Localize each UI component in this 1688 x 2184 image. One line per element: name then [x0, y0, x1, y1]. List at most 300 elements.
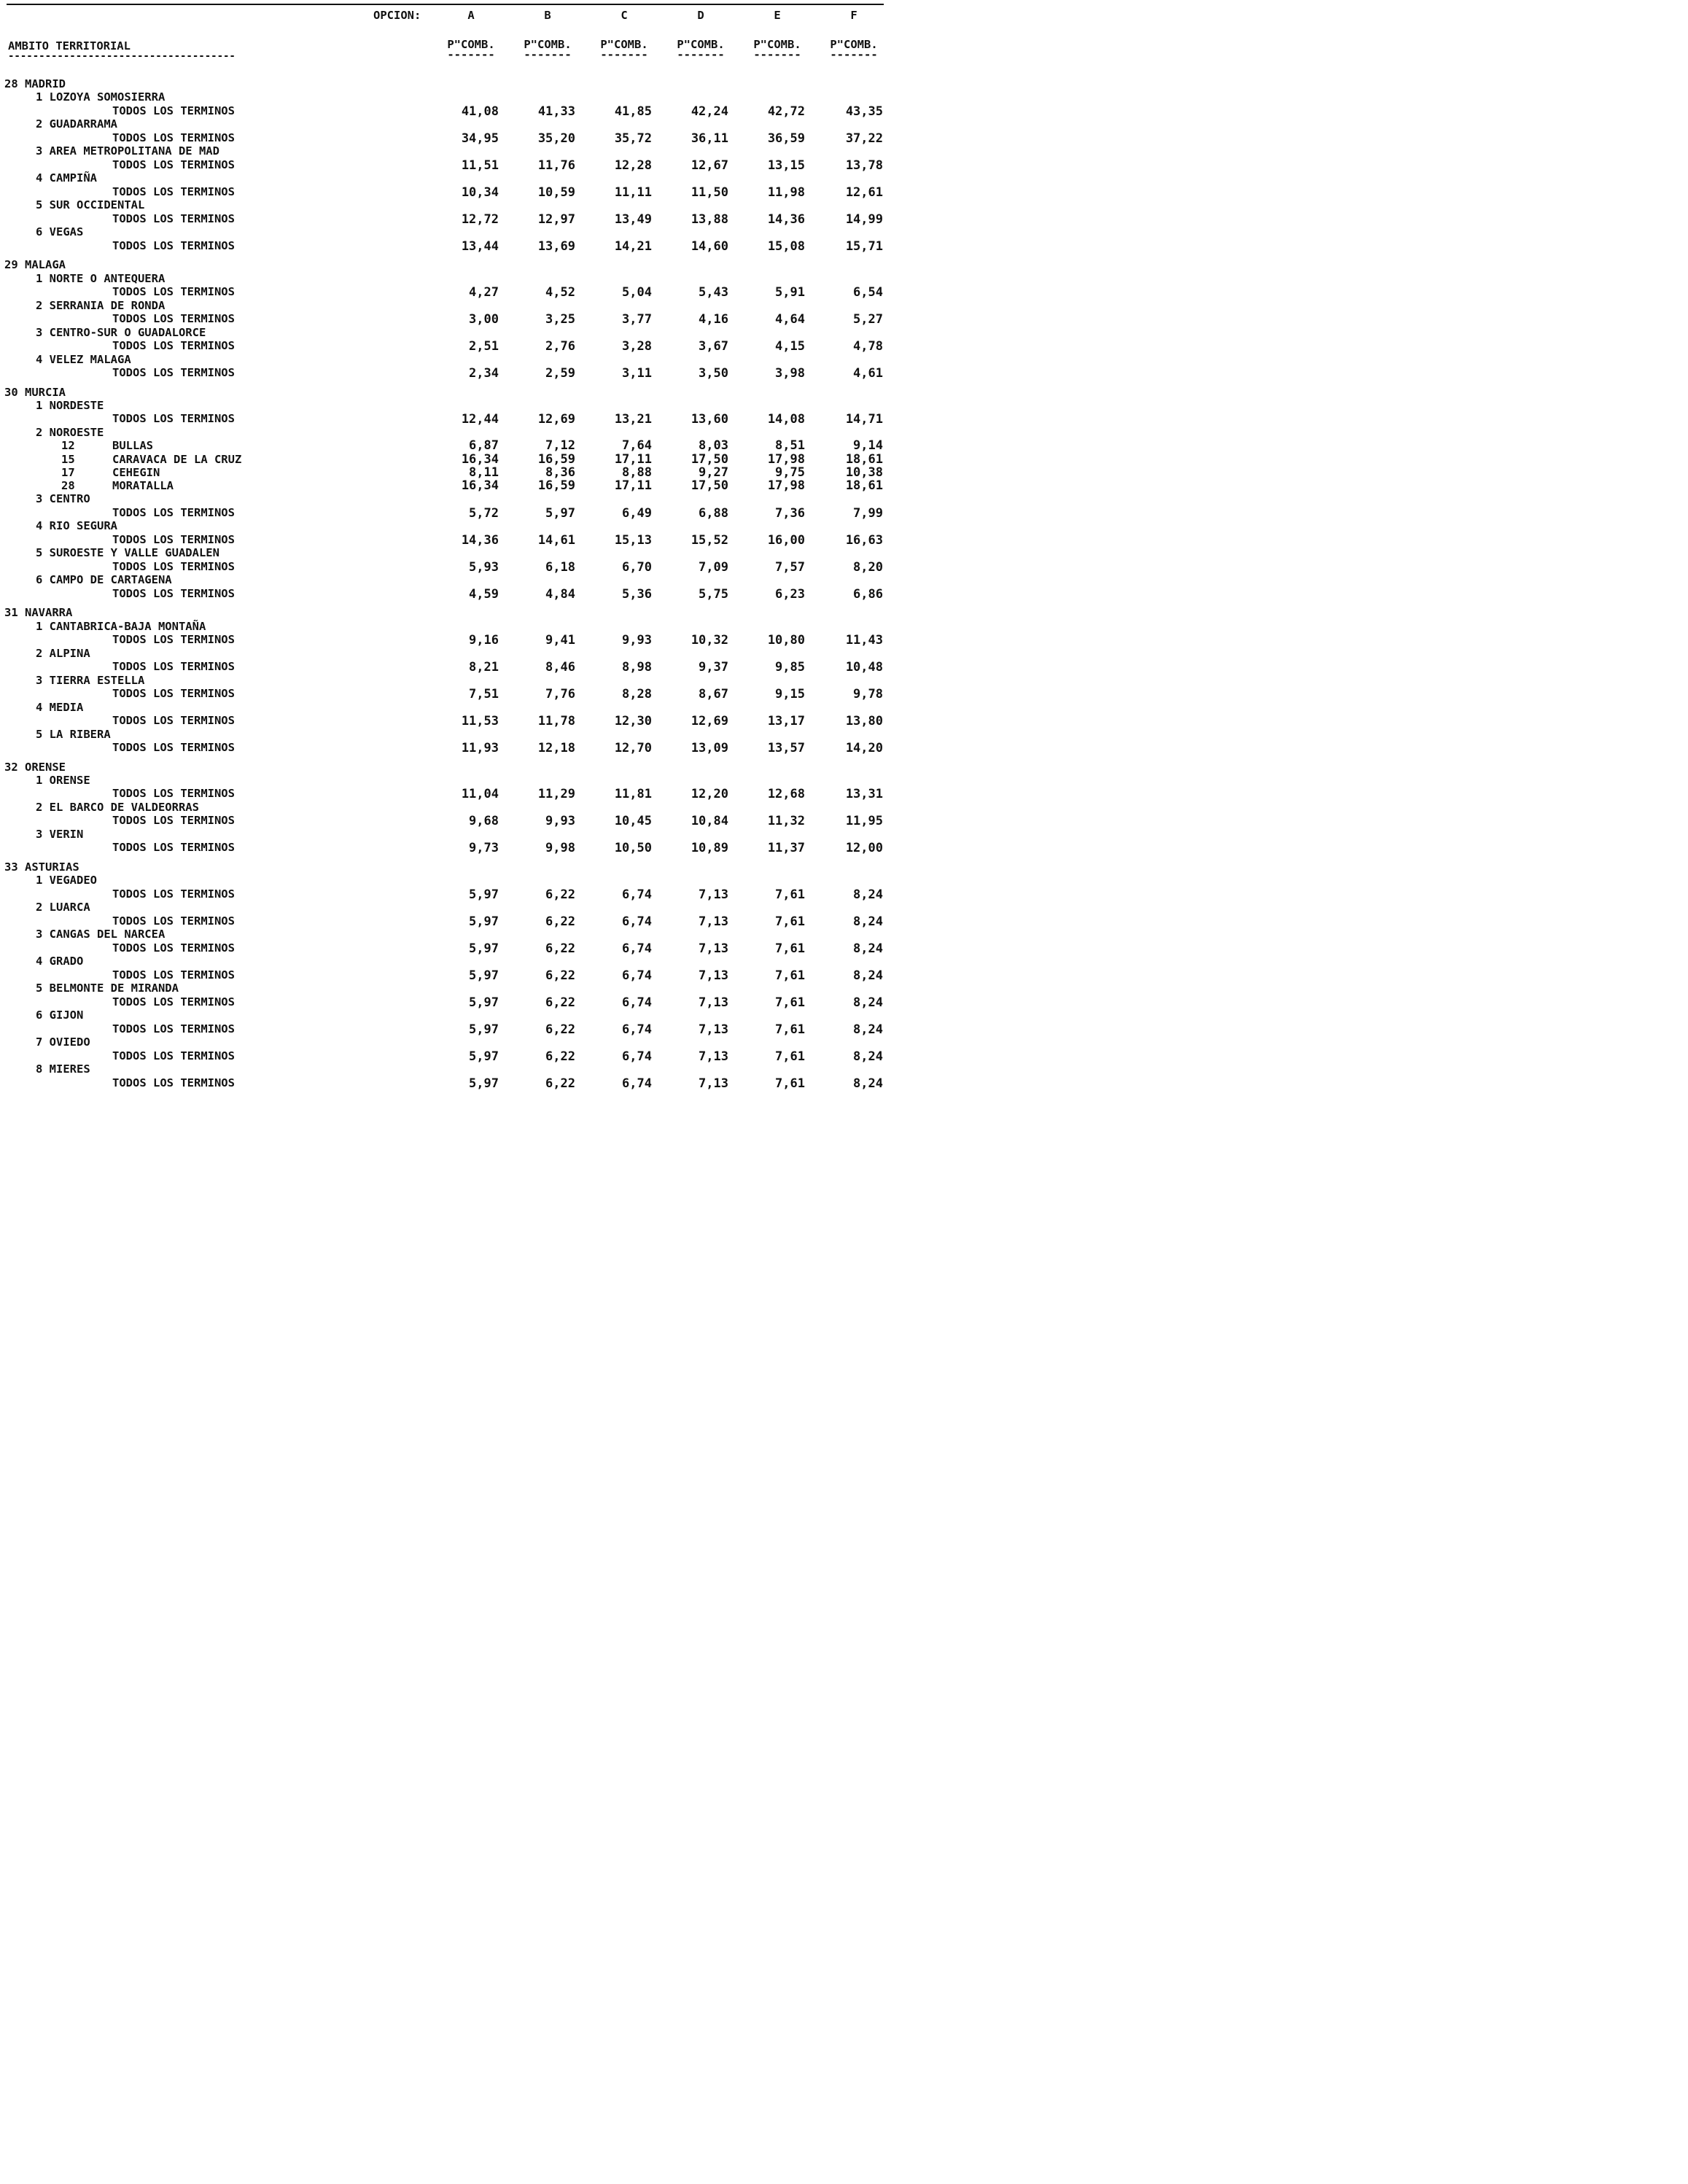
value-cell-d: 36,11	[691, 131, 728, 146]
value-cell-d: 13,60	[691, 412, 728, 427]
value-cell-c: 3,11	[622, 365, 652, 381]
value-cell-f: 37,22	[845, 131, 883, 146]
value-cell-d: 5,43	[699, 284, 728, 300]
value-cell-d: 10,89	[691, 841, 728, 856]
municipio-code: 12	[61, 439, 75, 453]
value-cell-a: 11,93	[461, 741, 499, 755]
value-cell-d: 12,69	[691, 714, 728, 728]
row-label: TODOS LOS TERMINOS	[112, 741, 235, 754]
value-cell-f: 5,27	[853, 311, 883, 327]
value-cell-c: 11,81	[614, 787, 652, 802]
value-cell-f: 14,20	[845, 741, 883, 755]
province-label: 33 ASTURIAS	[4, 860, 79, 874]
comarca-label: 5 LA RIBERA	[36, 727, 111, 741]
value-cell-e: 7,61	[775, 941, 805, 956]
value-cell-c: 9,93	[622, 633, 652, 648]
value-cell-a: 5,97	[469, 1022, 499, 1037]
value-cell-b: 2,59	[545, 365, 575, 381]
municipio-label: CARAVACA DE LA CRUZ	[112, 452, 242, 466]
value-cell-f: 4,61	[853, 365, 883, 381]
value-cell-c: 3,77	[622, 311, 652, 327]
option-d: D	[697, 9, 704, 22]
value-cell-c: 5,36	[622, 586, 652, 602]
column-underline-f: -------	[830, 48, 878, 61]
row-label: TODOS LOS TERMINOS	[112, 968, 235, 982]
value-cell-f: 10,38	[845, 465, 883, 480]
value-cell-e: 7,61	[775, 1022, 805, 1037]
value-cell-c: 8,98	[622, 660, 652, 675]
value-cell-c: 35,72	[614, 131, 652, 146]
value-cell-d: 14,60	[691, 238, 728, 254]
value-cell-a: 11,51	[461, 158, 499, 173]
value-cell-f: 43,35	[845, 104, 883, 119]
value-cell-f: 8,24	[853, 914, 883, 929]
comarca-label: 3 CENTRO-SUR O GUADALORCE	[36, 325, 206, 339]
value-cell-f: 16,63	[845, 532, 883, 548]
value-cell-a: 3,00	[469, 311, 499, 327]
value-cell-c: 6,74	[622, 941, 652, 956]
value-cell-c: 12,70	[614, 741, 652, 755]
value-cell-c: 17,11	[614, 451, 652, 467]
value-cell-f: 11,43	[845, 633, 883, 648]
comarca-label: 2 LUARCA	[36, 901, 90, 914]
value-cell-a: 5,97	[469, 1049, 499, 1064]
row-label: TODOS LOS TERMINOS	[112, 660, 235, 673]
comarca-label: 2 ALPINA	[36, 646, 90, 660]
value-cell-b: 6,22	[545, 914, 575, 929]
option-a: A	[467, 9, 475, 22]
comarca-label: 1 VEGADEO	[36, 874, 97, 887]
value-cell-e: 7,61	[775, 968, 805, 983]
province-label: 32 ORENSE	[4, 760, 66, 774]
comarca-label: 6 CAMPO DE CARTAGENA	[36, 573, 172, 587]
value-cell-d: 12,67	[691, 158, 728, 173]
value-cell-d: 7,13	[699, 995, 728, 1010]
value-cell-d: 3,50	[699, 365, 728, 381]
value-cell-d: 13,88	[691, 211, 728, 227]
value-cell-c: 6,74	[622, 995, 652, 1010]
value-cell-d: 9,37	[699, 660, 728, 675]
value-cell-c: 8,28	[622, 687, 652, 702]
value-cell-b: 41,33	[537, 104, 575, 119]
comarca-label: 2 EL BARCO DE VALDEORRAS	[36, 801, 199, 814]
value-cell-a: 10,34	[461, 184, 499, 200]
value-cell-b: 4,52	[545, 284, 575, 300]
municipio-code: 15	[61, 452, 75, 466]
value-cell-e: 7,61	[775, 914, 805, 929]
value-cell-d: 7,13	[699, 941, 728, 956]
value-cell-a: 9,68	[469, 814, 499, 829]
value-cell-b: 8,46	[545, 660, 575, 675]
value-cell-a: 2,34	[469, 365, 499, 381]
value-cell-a: 12,72	[461, 211, 499, 227]
value-cell-d: 8,67	[699, 687, 728, 702]
row-label: TODOS LOS TERMINOS	[112, 532, 235, 546]
value-cell-c: 15,13	[614, 532, 652, 548]
column-underline-d: -------	[677, 48, 725, 61]
municipio-code: 17	[61, 465, 75, 479]
value-cell-f: 8,24	[853, 941, 883, 956]
row-label: TODOS LOS TERMINOS	[112, 714, 235, 727]
column-header-a: P"COMB.	[447, 38, 495, 51]
value-cell-d: 13,09	[691, 741, 728, 755]
row-label: TODOS LOS TERMINOS	[112, 131, 235, 144]
value-cell-f: 18,61	[845, 451, 883, 467]
value-cell-b: 7,12	[545, 438, 575, 454]
value-cell-b: 12,97	[537, 211, 575, 227]
value-cell-f: 8,24	[853, 887, 883, 902]
value-cell-a: 5,97	[469, 941, 499, 956]
row-label: TODOS LOS TERMINOS	[112, 995, 235, 1009]
value-cell-a: 9,16	[469, 633, 499, 648]
value-cell-e: 7,61	[775, 995, 805, 1010]
comarca-label: 5 SUROESTE Y VALLE GUADALEN	[36, 546, 219, 560]
value-cell-f: 13,80	[845, 714, 883, 728]
value-cell-d: 17,50	[691, 478, 728, 494]
value-cell-a: 6,87	[469, 438, 499, 454]
comarca-label: 5 SUR OCCIDENTAL	[36, 198, 145, 212]
opcion-label: OPCION:	[373, 9, 421, 22]
municipio-code: 28	[61, 479, 75, 493]
value-cell-d: 17,50	[691, 451, 728, 467]
value-cell-f: 6,86	[853, 586, 883, 602]
comarca-label: 3 CANGAS DEL NARCEA	[36, 928, 166, 941]
option-b: B	[544, 9, 551, 22]
value-cell-a: 5,72	[469, 505, 499, 521]
comarca-label: 3 VERIN	[36, 828, 84, 841]
column-header-f: P"COMB.	[830, 38, 878, 51]
value-cell-d: 12,20	[691, 787, 728, 802]
value-cell-a: 5,93	[469, 559, 499, 575]
comarca-label: 2 GUADARRAMA	[36, 117, 117, 131]
value-cell-e: 7,61	[775, 887, 805, 902]
comarca-label: 1 ORENSE	[36, 774, 90, 787]
value-cell-f: 8,24	[853, 1049, 883, 1064]
value-cell-c: 11,11	[614, 184, 652, 200]
value-cell-b: 10,59	[537, 184, 575, 200]
value-cell-e: 9,75	[775, 465, 805, 480]
value-cell-f: 8,24	[853, 1076, 883, 1091]
value-cell-b: 9,98	[545, 841, 575, 856]
value-cell-d: 7,13	[699, 968, 728, 983]
value-cell-c: 6,74	[622, 968, 652, 983]
row-label: TODOS LOS TERMINOS	[112, 586, 235, 600]
municipio-label: CEHEGIN	[112, 465, 160, 479]
value-cell-c: 17,11	[614, 478, 652, 494]
value-cell-e: 7,61	[775, 1076, 805, 1091]
value-cell-a: 11,04	[461, 787, 499, 802]
value-cell-d: 7,13	[699, 1022, 728, 1037]
value-cell-c: 3,28	[622, 338, 652, 354]
comarca-label: 2 SERRANIA DE RONDA	[36, 298, 166, 312]
value-cell-e: 13,15	[767, 158, 805, 173]
value-cell-e: 7,57	[775, 559, 805, 575]
value-cell-d: 10,84	[691, 814, 728, 829]
value-cell-e: 9,85	[775, 660, 805, 675]
value-cell-d: 3,67	[699, 338, 728, 354]
value-cell-f: 8,24	[853, 968, 883, 983]
value-cell-b: 11,76	[537, 158, 575, 173]
value-cell-d: 7,09	[699, 559, 728, 575]
row-label: TODOS LOS TERMINOS	[112, 184, 235, 198]
value-cell-c: 10,50	[614, 841, 652, 856]
value-cell-e: 12,68	[767, 787, 805, 802]
row-label: TODOS LOS TERMINOS	[112, 104, 235, 117]
row-label: TODOS LOS TERMINOS	[112, 787, 235, 801]
column-underline-a: -------	[447, 48, 495, 61]
value-cell-e: 4,15	[775, 338, 805, 354]
comarca-label: 4 MEDIA	[36, 700, 84, 714]
comarca-label: 4 VELEZ MALAGA	[36, 352, 131, 366]
ambito-label: AMBITO TERRITORIAL	[8, 39, 131, 53]
value-cell-b: 6,22	[545, 1022, 575, 1037]
municipio-label: MORATALLA	[112, 479, 174, 493]
value-cell-c: 8,88	[622, 465, 652, 480]
row-label: TODOS LOS TERMINOS	[112, 687, 235, 700]
value-cell-e: 7,36	[775, 505, 805, 521]
value-cell-d: 15,52	[691, 532, 728, 548]
value-cell-f: 10,48	[845, 660, 883, 675]
value-cell-a: 8,21	[469, 660, 499, 675]
value-cell-e: 10,80	[767, 633, 805, 648]
value-cell-b: 11,78	[537, 714, 575, 728]
value-cell-c: 6,74	[622, 914, 652, 929]
value-cell-b: 9,41	[545, 633, 575, 648]
column-header-c: P"COMB.	[600, 38, 648, 51]
comarca-label: 1 CANTABRICA-BAJA MONTAÑA	[36, 619, 206, 633]
value-cell-b: 4,84	[545, 586, 575, 602]
column-header-b: P"COMB.	[524, 38, 572, 51]
row-label: TODOS LOS TERMINOS	[112, 1076, 235, 1089]
value-cell-e: 11,37	[767, 841, 805, 856]
column-underline-b: -------	[524, 48, 572, 61]
value-cell-e: 6,23	[775, 586, 805, 602]
value-cell-e: 8,51	[775, 438, 805, 454]
value-cell-e: 17,98	[767, 451, 805, 467]
value-cell-b: 8,36	[545, 465, 575, 480]
value-cell-d: 6,88	[699, 505, 728, 521]
row-label: TODOS LOS TERMINOS	[112, 311, 235, 325]
value-cell-e: 3,98	[775, 365, 805, 381]
row-label: TODOS LOS TERMINOS	[112, 633, 235, 646]
value-cell-a: 34,95	[461, 131, 499, 146]
comarca-label: 6 GIJON	[36, 1009, 84, 1022]
row-label: TODOS LOS TERMINOS	[112, 814, 235, 828]
value-cell-f: 18,61	[845, 478, 883, 494]
value-cell-b: 7,76	[545, 687, 575, 702]
comarca-label: 1 NORTE O ANTEQUERA	[36, 271, 166, 285]
row-label: TODOS LOS TERMINOS	[112, 238, 235, 252]
row-label: TODOS LOS TERMINOS	[112, 505, 235, 519]
value-cell-a: 5,97	[469, 1076, 499, 1091]
value-cell-a: 16,34	[461, 451, 499, 467]
value-cell-e: 14,08	[767, 412, 805, 427]
value-cell-f: 13,78	[845, 158, 883, 173]
row-label: TODOS LOS TERMINOS	[112, 365, 235, 379]
comarca-label: 4 GRADO	[36, 955, 84, 968]
value-cell-f: 8,24	[853, 1022, 883, 1037]
value-cell-f: 9,78	[853, 687, 883, 702]
value-cell-a: 16,34	[461, 478, 499, 494]
value-cell-e: 13,17	[767, 714, 805, 728]
comarca-label: 5 BELMONTE DE MIRANDA	[36, 982, 179, 995]
option-f: F	[850, 9, 857, 22]
value-cell-b: 16,59	[537, 478, 575, 494]
value-cell-a: 5,97	[469, 887, 499, 902]
value-cell-f: 6,54	[853, 284, 883, 300]
value-cell-d: 7,13	[699, 914, 728, 929]
value-cell-d: 7,13	[699, 887, 728, 902]
value-cell-a: 5,97	[469, 968, 499, 983]
row-label: TODOS LOS TERMINOS	[112, 1049, 235, 1062]
value-cell-f: 14,71	[845, 412, 883, 427]
row-label: TODOS LOS TERMINOS	[112, 914, 235, 928]
value-cell-f: 12,00	[845, 841, 883, 856]
province-label: 29 MALAGA	[4, 258, 66, 272]
province-label: 28 MADRID	[4, 77, 66, 90]
column-underline-c: -------	[600, 48, 648, 61]
value-cell-a: 5,97	[469, 995, 499, 1010]
value-cell-d: 7,13	[699, 1076, 728, 1091]
value-cell-b: 6,22	[545, 968, 575, 983]
value-cell-b: 6,22	[545, 1049, 575, 1064]
value-cell-d: 42,24	[691, 104, 728, 119]
value-cell-c: 12,30	[614, 714, 652, 728]
column-header-d: P"COMB.	[677, 38, 725, 51]
value-cell-a: 41,08	[461, 104, 499, 119]
value-cell-a: 13,44	[461, 238, 499, 254]
value-cell-e: 15,08	[767, 238, 805, 254]
row-label: TODOS LOS TERMINOS	[112, 158, 235, 171]
comarca-label: 3 AREA METROPOLITANA DE MAD	[36, 144, 219, 158]
value-cell-e: 14,36	[767, 211, 805, 227]
row-label: TODOS LOS TERMINOS	[112, 559, 235, 573]
value-cell-e: 11,32	[767, 814, 805, 829]
value-cell-c: 6,74	[622, 1049, 652, 1064]
row-label: TODOS LOS TERMINOS	[112, 841, 235, 855]
value-cell-b: 3,25	[545, 311, 575, 327]
comarca-label: 4 CAMPIÑA	[36, 171, 97, 185]
value-cell-b: 6,18	[545, 559, 575, 575]
value-cell-f: 8,20	[853, 559, 883, 575]
value-cell-e: 5,91	[775, 284, 805, 300]
value-cell-c: 6,49	[622, 505, 652, 521]
value-cell-b: 12,18	[537, 741, 575, 755]
value-cell-d: 8,03	[699, 438, 728, 454]
value-cell-a: 14,36	[461, 532, 499, 548]
row-label: TODOS LOS TERMINOS	[112, 338, 235, 352]
value-cell-f: 4,78	[853, 338, 883, 354]
value-cell-b: 6,22	[545, 887, 575, 902]
value-cell-c: 13,21	[614, 412, 652, 427]
comarca-label: 7 OVIEDO	[36, 1035, 90, 1049]
value-cell-e: 11,98	[767, 184, 805, 200]
row-label: TODOS LOS TERMINOS	[112, 941, 235, 955]
value-cell-d: 9,27	[699, 465, 728, 480]
value-cell-d: 4,16	[699, 311, 728, 327]
value-cell-b: 35,20	[537, 131, 575, 146]
value-cell-b: 5,97	[545, 505, 575, 521]
value-cell-e: 7,61	[775, 1049, 805, 1064]
value-cell-b: 6,22	[545, 1076, 575, 1091]
comarca-label: 3 TIERRA ESTELLA	[36, 673, 145, 687]
value-cell-b: 16,59	[537, 451, 575, 467]
value-cell-f: 14,99	[845, 211, 883, 227]
row-label: TODOS LOS TERMINOS	[112, 887, 235, 901]
value-cell-f: 11,95	[845, 814, 883, 829]
value-cell-a: 2,51	[469, 338, 499, 354]
value-cell-a: 4,27	[469, 284, 499, 300]
value-cell-a: 8,11	[469, 465, 499, 480]
value-cell-c: 6,74	[622, 1022, 652, 1037]
comarca-label: 1 NORDESTE	[36, 398, 104, 412]
value-cell-e: 16,00	[767, 532, 805, 548]
comarca-label: 8 MIERES	[36, 1062, 90, 1076]
value-cell-d: 7,13	[699, 1049, 728, 1064]
comarca-label: 2 NOROESTE	[36, 425, 104, 439]
value-cell-c: 41,85	[614, 104, 652, 119]
value-cell-b: 12,69	[537, 412, 575, 427]
value-cell-a: 11,53	[461, 714, 499, 728]
value-cell-c: 6,74	[622, 1076, 652, 1091]
comarca-label: 3 CENTRO	[36, 492, 90, 506]
column-header-e: P"COMB.	[753, 38, 801, 51]
value-cell-c: 7,64	[622, 438, 652, 454]
value-cell-f: 7,99	[853, 505, 883, 521]
option-e: E	[774, 9, 781, 22]
value-cell-b: 2,76	[545, 338, 575, 354]
value-cell-a: 5,97	[469, 914, 499, 929]
value-cell-c: 13,49	[614, 211, 652, 227]
value-cell-a: 12,44	[461, 412, 499, 427]
value-cell-d: 11,50	[691, 184, 728, 200]
option-c: C	[621, 9, 628, 22]
row-label: TODOS LOS TERMINOS	[112, 1022, 235, 1035]
row-label: TODOS LOS TERMINOS	[112, 284, 235, 298]
value-cell-c: 14,21	[614, 238, 652, 254]
comarca-label: 6 VEGAS	[36, 225, 84, 239]
province-label: 31 NAVARRA	[4, 606, 73, 620]
row-label: TODOS LOS TERMINOS	[112, 211, 235, 225]
value-cell-b: 14,61	[537, 532, 575, 548]
comarca-label: 1 LOZOYA SOMOSIERRA	[36, 90, 166, 104]
value-cell-e: 9,15	[775, 687, 805, 702]
value-cell-c: 6,74	[622, 887, 652, 902]
value-cell-f: 12,61	[845, 184, 883, 200]
value-cell-e: 4,64	[775, 311, 805, 327]
value-cell-e: 13,57	[767, 741, 805, 755]
value-cell-d: 10,32	[691, 633, 728, 648]
value-cell-c: 10,45	[614, 814, 652, 829]
value-cell-e: 17,98	[767, 478, 805, 494]
value-cell-a: 7,51	[469, 687, 499, 702]
value-cell-c: 12,28	[614, 158, 652, 173]
value-cell-c: 6,70	[622, 559, 652, 575]
municipio-label: BULLAS	[112, 439, 153, 453]
value-cell-e: 36,59	[767, 131, 805, 146]
top-rule	[7, 4, 884, 5]
value-cell-e: 42,72	[767, 104, 805, 119]
value-cell-f: 15,71	[845, 238, 883, 254]
value-cell-a: 4,59	[469, 586, 499, 602]
value-cell-b: 13,69	[537, 238, 575, 254]
province-label: 30 MURCIA	[4, 385, 66, 399]
value-cell-f: 13,31	[845, 787, 883, 802]
value-cell-b: 11,29	[537, 787, 575, 802]
row-label: TODOS LOS TERMINOS	[112, 412, 235, 426]
ambito-underline: -------------------------------------	[8, 50, 236, 62]
value-cell-f: 8,24	[853, 995, 883, 1010]
